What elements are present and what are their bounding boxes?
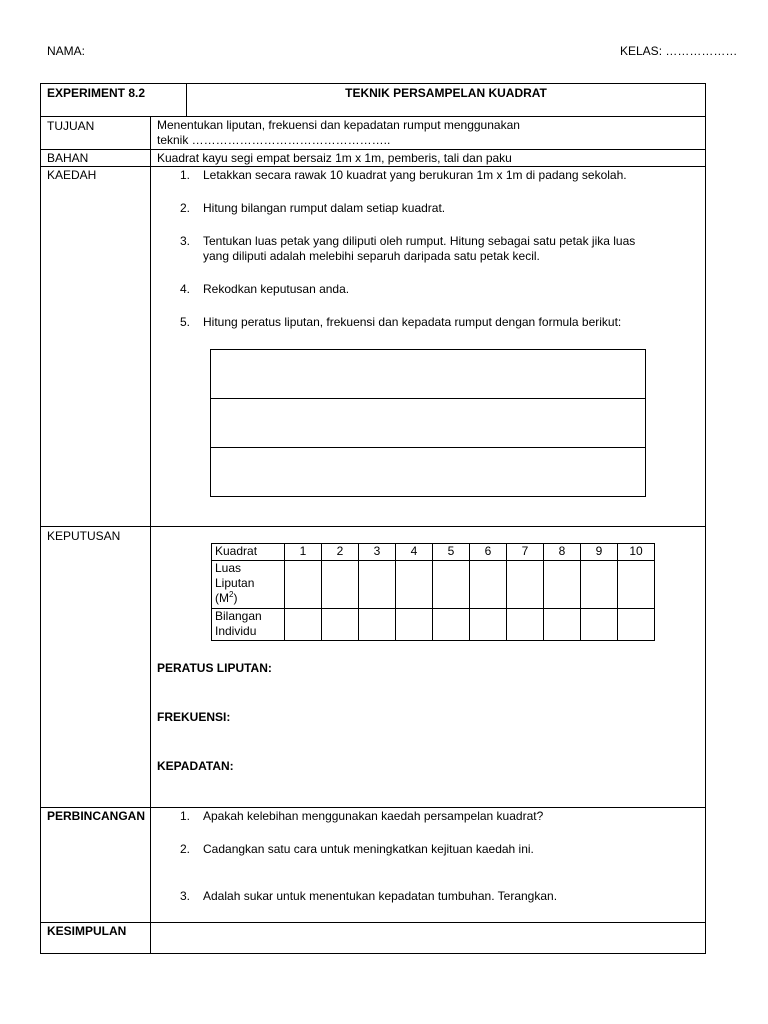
question-number: 3. (179, 889, 190, 903)
nama-label: NAMA: (47, 44, 86, 58)
row-line (40, 149, 706, 150)
kaedah-label: KAEDAH (47, 168, 97, 182)
step-number: 2. (179, 201, 190, 215)
table-cell[interactable] (359, 561, 396, 609)
column-header: 3 (359, 544, 396, 561)
table-cell[interactable] (581, 561, 618, 609)
table-cell[interactable] (396, 561, 433, 609)
tujuan-label: TUJUAN (47, 119, 95, 133)
step-number: 1. (179, 168, 190, 182)
question-text: Adalah sukar untuk menentukan kepadatan tumbuhan. Terangkan. (203, 889, 558, 903)
table-cell[interactable] (285, 609, 322, 641)
step-text: yang diliputi adalah melebihi separuh daripada satu petak kecil. (203, 249, 540, 263)
step-text: Hitung peratus liputan, frekuensi dan kepadata rumput dengan formula berikut: (203, 315, 622, 329)
column-header: 5 (433, 544, 470, 561)
table-cell[interactable] (433, 561, 470, 609)
tujuan-line2: teknik ………………………………………….. (157, 133, 391, 147)
kelas-label: KELAS: ……………… (620, 44, 738, 58)
question-text: Cadangkan satu cara untuk meningkatkan kejituan kaedah ini. (203, 842, 534, 856)
peratus-liputan-label: PERATUS LIPUTAN: (157, 661, 272, 675)
frekuensi-label: FREKUENSI: (157, 710, 231, 724)
kesimpulan-label: KESIMPULAN (47, 924, 127, 938)
column-header: 9 (581, 544, 618, 561)
row-label-line: Luas (215, 561, 242, 575)
question-number: 1. (179, 809, 190, 823)
column-header: 8 (544, 544, 581, 561)
row-label-bilangan-individu (212, 609, 285, 641)
step-number: 5. (179, 315, 190, 329)
row-label-line: Individu (215, 624, 257, 638)
table-cell[interactable] (470, 561, 507, 609)
table-cell[interactable] (581, 609, 618, 641)
formula-row-frekuensi[interactable] (211, 399, 645, 448)
kepadatan-label: KEPADATAN: (157, 759, 234, 773)
row-line (40, 807, 706, 808)
bahan-label: BAHAN (47, 151, 89, 165)
table-row (212, 561, 655, 609)
table-cell[interactable] (507, 561, 544, 609)
question-text: Apakah kelebihan menggunakan kaedah persampelan kuadrat? (203, 809, 544, 823)
column-header: 4 (396, 544, 433, 561)
table-cell[interactable] (544, 609, 581, 641)
table-cell[interactable] (618, 561, 655, 609)
row-line (40, 526, 706, 527)
table-cell[interactable] (433, 609, 470, 641)
column-header: 1 (285, 544, 322, 561)
experiment-title: TEKNIK PERSAMPELAN KUADRAT (345, 86, 547, 100)
table-cell[interactable] (544, 561, 581, 609)
step-text: Rekodkan keputusan anda. (203, 282, 350, 296)
perbincangan-label: PERBINCANGAN (47, 809, 146, 823)
row-label-luas-liputan (212, 561, 285, 609)
table-cell[interactable] (618, 609, 655, 641)
quadrat-results-table (211, 543, 655, 641)
step-text: Tentukan luas petak yang diliputi oleh rumput. Hitung sebagai satu petak jika luas (203, 234, 636, 248)
row-label-line (215, 591, 281, 606)
table-cell[interactable] (359, 609, 396, 641)
tujuan-line1: Menentukan liputan, frekuensi dan kepadatan rumput menggunakan (157, 118, 520, 132)
table-row (212, 544, 655, 561)
table-cell[interactable] (322, 609, 359, 641)
formula-row-liputan[interactable] (211, 350, 645, 399)
row-label-line: Liputan (215, 576, 255, 590)
table-header-kuadrat: Kuadrat (212, 544, 285, 561)
experiment-label: EXPERIMENT 8.2 (47, 86, 146, 100)
column-header: 10 (618, 544, 655, 561)
kesimpulan-answer-area[interactable] (151, 923, 705, 953)
unit-close: ) (233, 591, 238, 605)
row-label-line: Bilangan (215, 609, 262, 623)
column-divider (150, 116, 151, 954)
formula-row-kepadatan[interactable] (211, 448, 645, 497)
table-cell[interactable] (470, 609, 507, 641)
table-cell[interactable] (507, 609, 544, 641)
keputusan-label: KEPUTUSAN (47, 529, 121, 543)
row-line (40, 116, 706, 117)
unit-superscript: 2 (229, 590, 234, 599)
step-number: 3. (179, 234, 190, 248)
table-cell[interactable] (396, 609, 433, 641)
step-text: Hitung bilangan rumput dalam setiap kuadrat. (203, 201, 446, 215)
column-header: 6 (470, 544, 507, 561)
column-header: 7 (507, 544, 544, 561)
table-row (212, 609, 655, 641)
formula-box (210, 349, 646, 497)
row-line (40, 166, 706, 167)
step-number: 4. (179, 282, 190, 296)
table-cell[interactable] (322, 561, 359, 609)
question-number: 2. (179, 842, 190, 856)
column-header: 2 (322, 544, 359, 561)
bahan-text: Kuadrat kayu segi empat bersaiz 1m x 1m, pemberis, tali dan paku (157, 151, 512, 165)
step-text: Letakkan secara rawak 10 kuadrat yang berukuran 1m x 1m di padang sekolah. (203, 168, 627, 182)
unit-text: (M (215, 591, 229, 605)
table-cell[interactable] (285, 561, 322, 609)
